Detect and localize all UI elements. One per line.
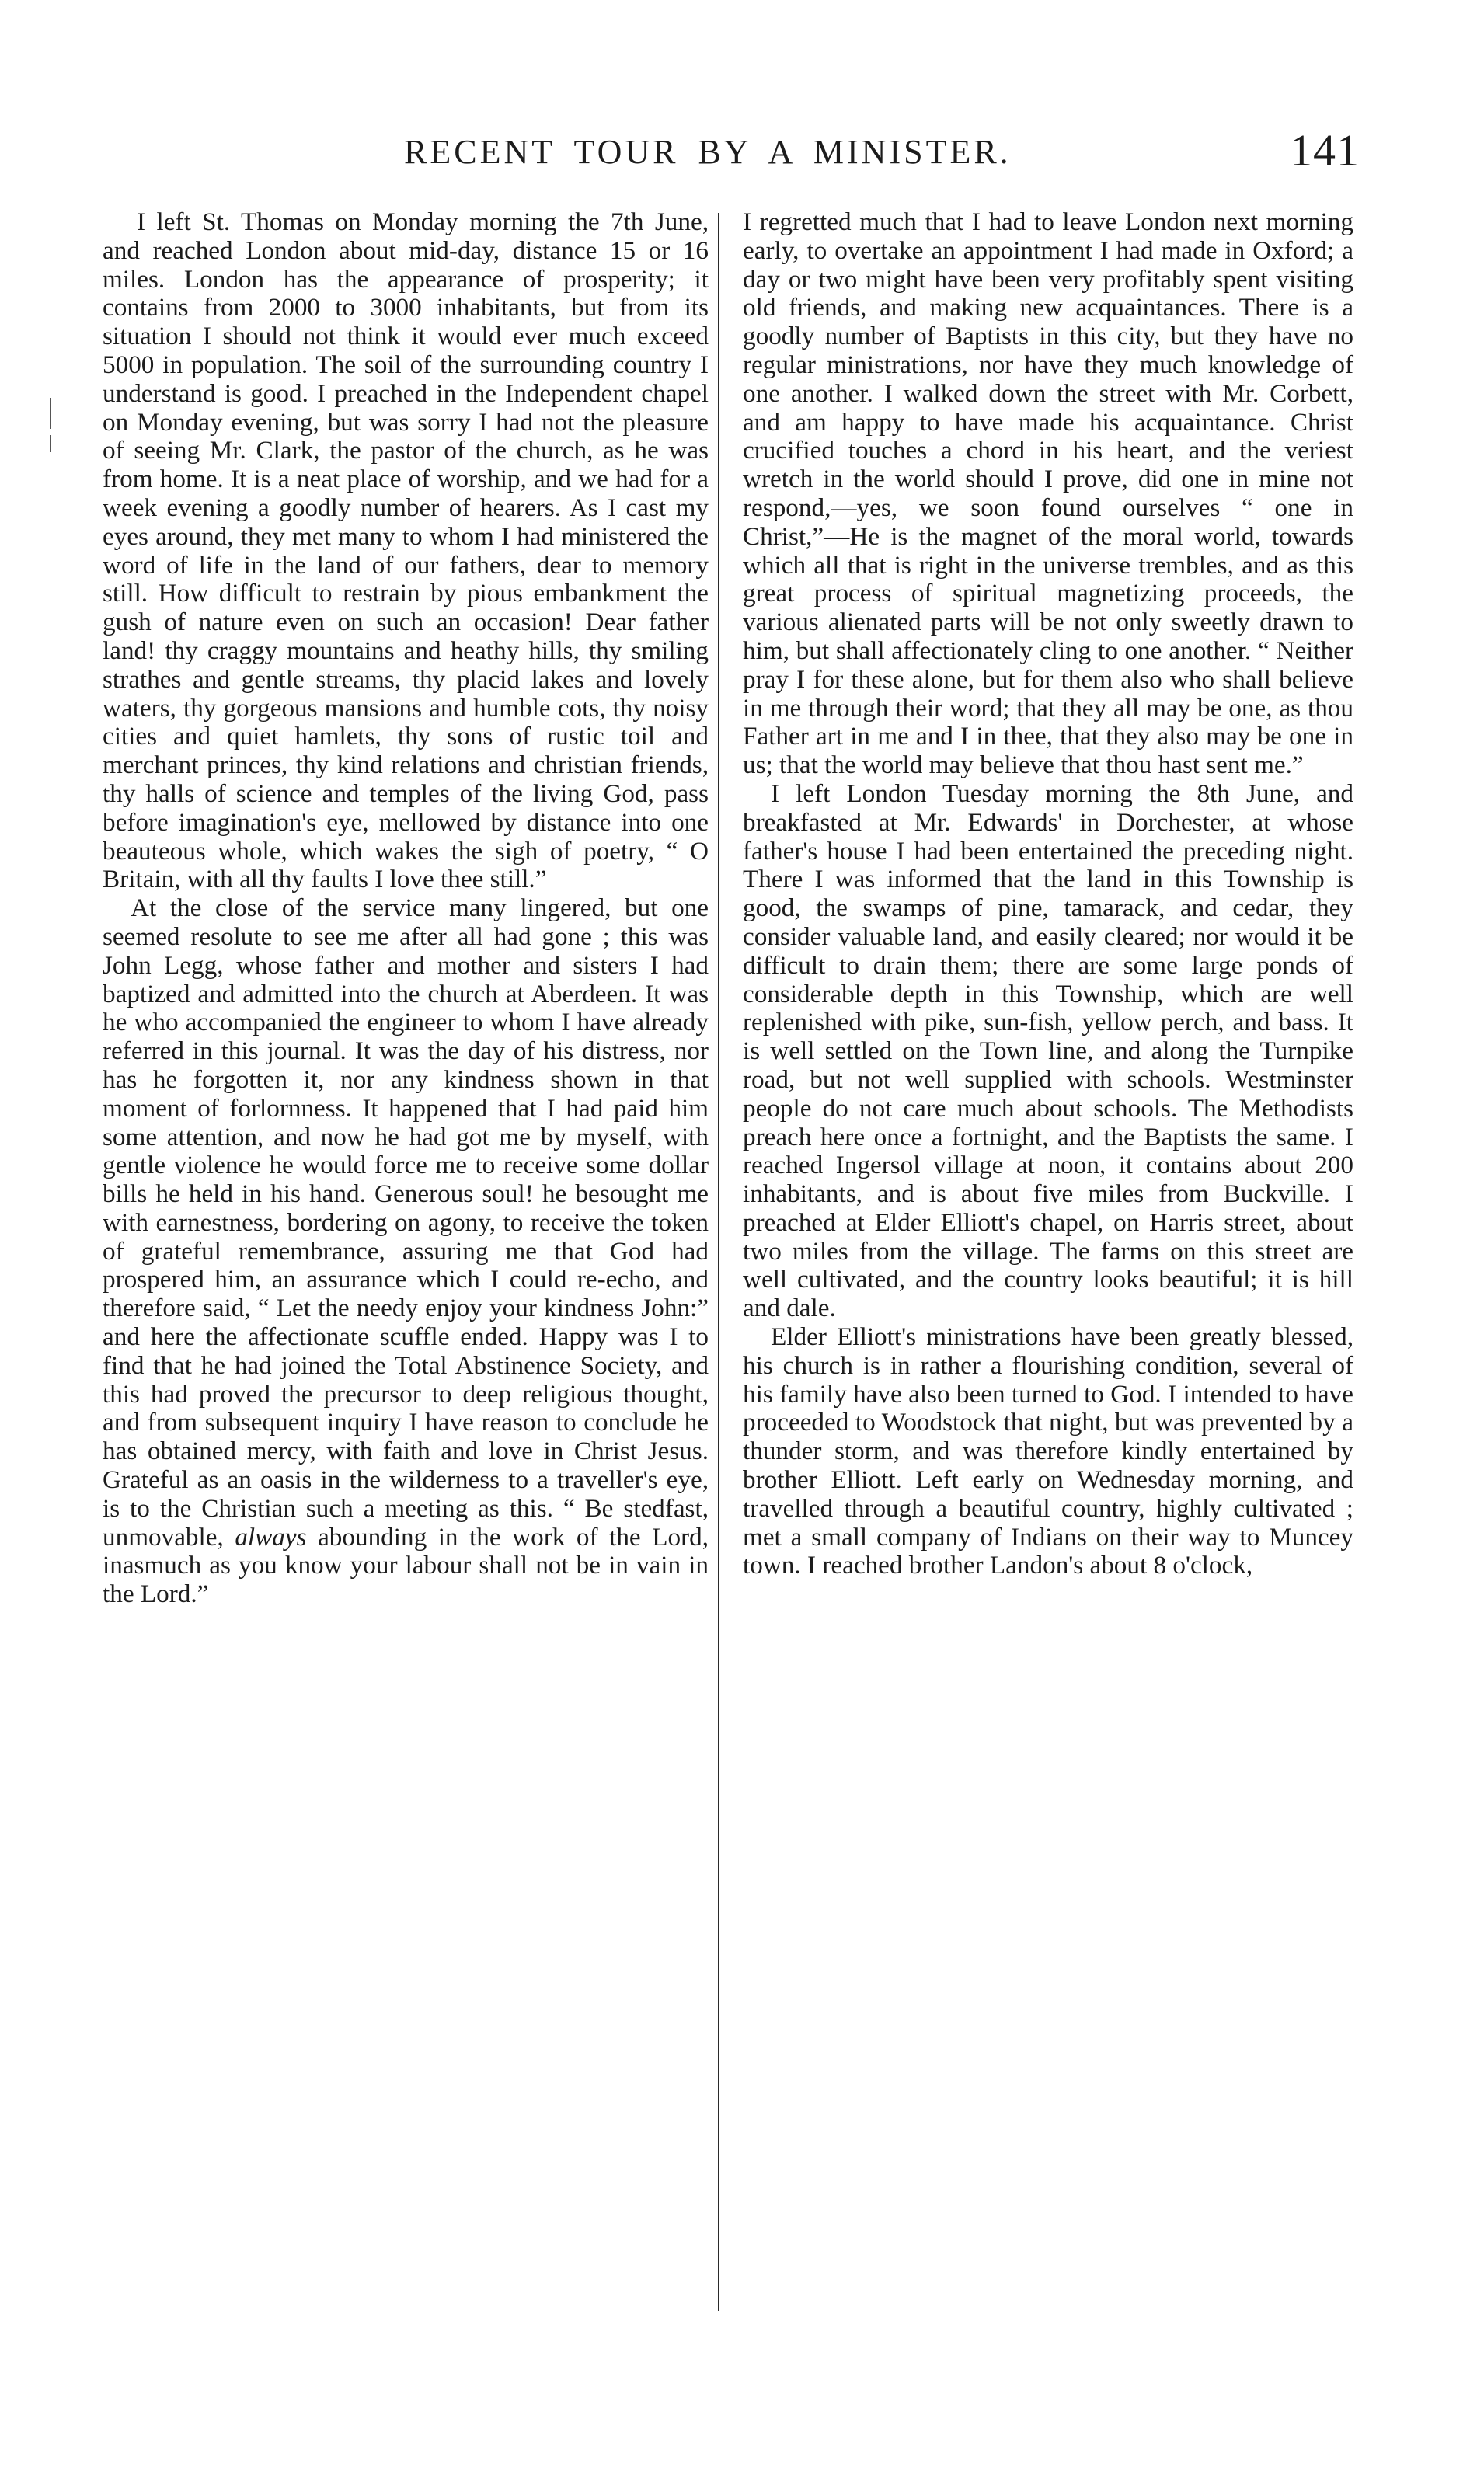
left-column: [103, 208, 709, 1609]
paragraph: I left St. Thomas on Monday morning the 7th June, and reached London about mid-day, distance 15 or 16 miles. London has the appearance of prosperity; it contains from 2000 to 3000 inhabitants, but from its situation I should not think it would ever much exceed 5000 in population. The soil of the surrounding country I understand is good. I preached in the Independent chapel on Monday evening, but was sorry I had not the pleasure of seeing Mr. Clark, the pastor of the church, as he was from home. It is a neat place of worship, and we had for a week evening a goodly number of hearers. As I cast my eyes around, they met many to whom I had ministered the word of life in the land of our fathers, dear to memory still. How difficult to restrain by pious embankment the gush of nature even on such an occasion! Dear father land! thy craggy mountains and heathy hills, thy smiling strathes and gentle streams, thy placid lakes and lovely waters, thy gorgeous mansions and humble cots, thy noisy cities and quiet hamlets, thy sons of rustic toil and merchant princes, thy kind relations and christian friends, thy halls of science and temples of the living God, pass before imagination's eye, mellowed by distance into one beauteous whole, which wakes the sigh of poetry, “ O Britain, with all thy faults I love thee still.”: [103, 207, 709, 894]
paragraph: I regretted much that I had to leave London next morning early, to overtake an appointment I had made in Oxford; a day or two might have been very profitably spent visiting old friends, and making new acquaintances. There is a goodly number of Baptists in this city, but they have no regular ministrations, nor have they much knowledge of one another. I walked down the street with Mr. Corbett, and am happy to have made his acquaintance. Christ crucified touches a chord in his heart, and the veriest wretch in the world should I prove, did one in mine not respond,—yes, we soon found ourselves “ one in Christ,”—He is the magnet of the moral world, towards which all that is right in the universe trembles, and as this great process of spiritual magnetizing proceeds, the various alienated parts will be not only sweetly drawn to him, but shall affectionately cling to one another. “ Neither pray I for these alone, but for them also who shall believe in me through their word; that they all may be one, as thou Father art in me and I in thee, that they also may be one in us; that the world may believe that thou hast sent me.”: [743, 207, 1353, 780]
paragraph-text: abounding in the work of the Lord, inasmuch as you know your labour shall not be in vain in the Lord.”: [103, 1522, 709, 1609]
italic-emphasis: always: [235, 1522, 307, 1552]
page-number: 141: [1290, 125, 1360, 176]
paragraph-text: At the close of the service many lingered, but one seemed resolute to see me after all had gone ; this was John Legg, whose father and mother and sisters I had baptized and admitted into the church at Aberdeen. It was he who accompanied the engineer to whom I have already referred in this journal. It was the day of his distress, nor has he forgotten it, nor any kindness shown in that moment of forlornness. It happened that I had paid him some attention, and now he had got me by myself, with gentle violence he would force me to receive some dollar bills he held in his hand. Generous soul! he besought me with earnestness, bordering on agony, to receive the token of grateful remembrance, assuring me that God had prospered him, an assurance which I could re-echo, and therefore said, “ Let the needy enjoy your kindness John:” and here the affectionate scuffle ended. Happy was I to find that he had joined the Total Abstinence Society, and this had proved the precursor to deep religious thought, and from subsequent inquiry I have reason to conclude he has obtained mercy, with faith and love in Christ Jesus. Grateful as an oasis in the wilderness to a traveller's eye, is to the Christian such a meeting as this. “ Be stedfast, unmovable,: [103, 893, 709, 1552]
running-head: [101, 124, 1383, 186]
column-divider: [718, 213, 719, 2311]
running-title: RECENT TOUR BY A MINISTER.: [404, 133, 1012, 171]
margin-mark: [50, 398, 51, 429]
margin-mark: [50, 435, 51, 452]
paragraph: I left London Tuesday morning the 8th June, and breakfasted at Mr. Edwards' in Dorchester, at whose father's house I had been entertained the preceding night. There I was informed that the land in this Township is good, the swamps of pine, tamarack, and cedar, they consider valuable land, and easily cleared; nor would it be difficult to drain them; there are some large ponds of considerable depth in this Township, which are well replenished with pike, sun-fish, yellow perch, and bass. It is well settled on the Town line, and along the Turnpike road, but not well supplied with schools. Westminster people do not care much about schools. The Methodists preach here once a fortnight, and the Baptists the same. I reached Ingersol village at noon, it contains about 200 inhabitants, and is about five miles from Buckville. I preached at Elder Elliott's chapel, on Harris street, about two miles from the village. The farms on this street are well cultivated, and the country looks beautiful; it is hill and dale.: [743, 778, 1353, 1323]
right-column: [743, 208, 1353, 1580]
paragraph: [103, 894, 709, 1609]
paragraph: Elder Elliott's ministrations have been greatly blessed, his church is in rather a flourishing condition, several of his family have also been turned to God. I intended to have proceeded to Woodstock that night, but was prevented by a thunder storm, and was therefore kindly entertained by brother Elliott. Left early on Wednesday morning, and travelled through a beautiful country, highly cultivated ; met a small company of Indians on their way to Muncey town. I reached brother Landon's about 8 o'clock,: [743, 1322, 1353, 1580]
